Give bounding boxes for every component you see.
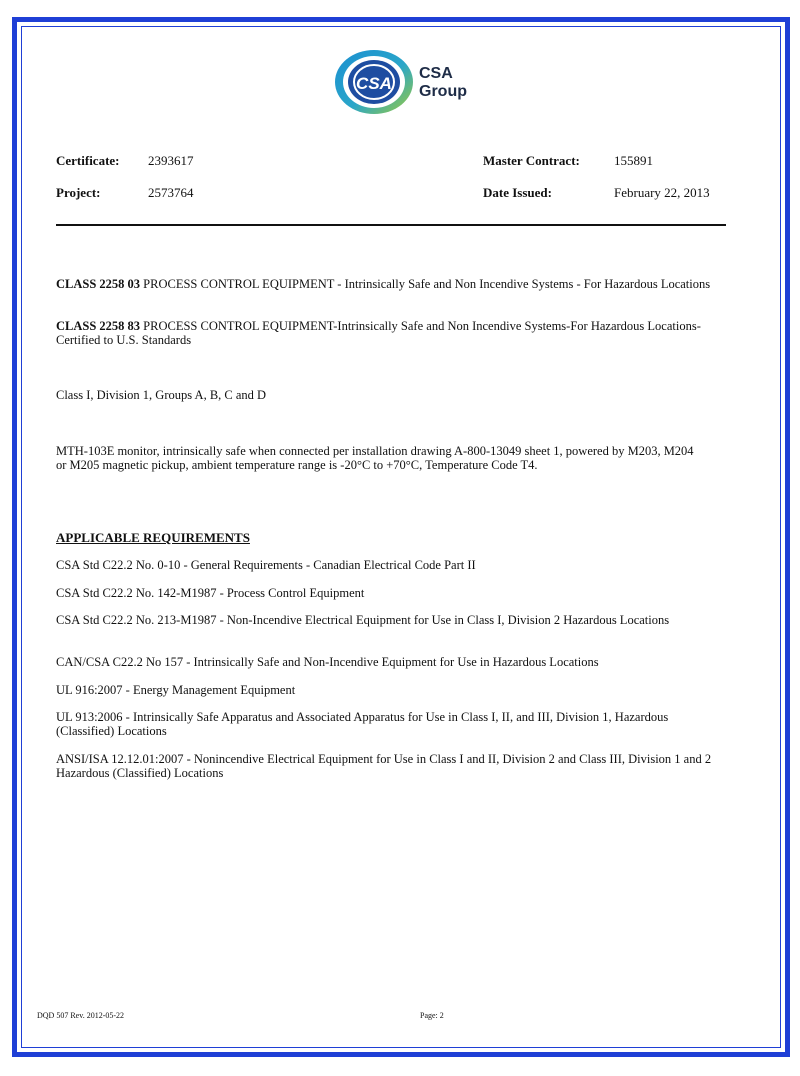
project-label: Project: <box>56 185 101 200</box>
logo-name-line1: CSA <box>419 65 453 82</box>
class-description: PROCESS CONTROL EQUIPMENT-Intrinsically Safe and Non Incendive Systems-For Hazardous Locations-Certified to U.S. Standards <box>56 319 701 347</box>
requirement-item: UL 913:2006 - Intrinsically Safe Apparatus and Associated Apparatus for Use in Class I, II, and III, Division 1, Hazardous (Classified) Locations <box>56 710 669 738</box>
date-issued-label: Date Issued: <box>483 185 552 200</box>
logo-emblem-letters: CSA <box>356 74 392 93</box>
requirements-title: APPLICABLE REQUIREMENTS <box>56 530 250 545</box>
hazard-class: Class I, Division 1, Groups A, B, C and D <box>56 388 267 402</box>
project-value: 2573764 <box>148 185 194 200</box>
class-entry <box>56 319 716 347</box>
class-code: CLASS 2258 03 <box>56 277 141 291</box>
certificate-value: 2393617 <box>148 153 194 168</box>
logo-name-line2: Group <box>419 83 467 100</box>
product-description: MTH-103E monitor, intrinsically safe when connected per installation drawing A-800-13049 sheet 1, powered by M203, M204 or M205 magnetic pickup, ambient temperature range is -20°C to +70°C, Temperature Code T4. <box>56 444 694 472</box>
requirement-item: CSA Std C22.2 No. 213-M1987 - Non-Incendive Electrical Equipment for Use in Class I, Division 2 Hazardous Locations <box>56 613 670 627</box>
requirement-item: UL 916:2007 - Energy Management Equipment <box>56 683 296 697</box>
header-divider <box>56 224 726 226</box>
form-id: DQD 507 Rev. 2012-05-22 <box>37 1011 125 1020</box>
requirement-item: ANSI/ISA 12.12.01:2007 - Nonincendive Electrical Equipment for Use in Class I and II, Division 2 and Class III, Division 1 and 2 Hazardous (Classified) Locations <box>56 752 712 780</box>
class-entry <box>56 277 716 291</box>
requirement-item: CSA Std C22.2 No. 142-M1987 - Process Control Equipment <box>56 586 365 600</box>
class-description: PROCESS CONTROL EQUIPMENT - Intrinsically Safe and Non Incendive Systems - For Hazardous Locations <box>140 277 711 291</box>
master-contract-value: 155891 <box>614 153 653 168</box>
requirement-item: CAN/CSA C22.2 No 157 - Intrinsically Safe and Non-Incendive Equipment for Use in Hazardous Locations <box>56 655 599 669</box>
csa-group-logo <box>333 46 473 116</box>
page-number: Page: 2 <box>420 1011 444 1020</box>
date-issued-value: February 22, 2013 <box>614 185 710 200</box>
requirement-item: CSA Std C22.2 No. 0-10 - General Requirements - Canadian Electrical Code Part II <box>56 558 476 572</box>
certificate-label: Certificate: <box>56 153 120 168</box>
class-code: CLASS 2258 83 <box>56 319 141 333</box>
master-contract-label: Master Contract: <box>483 153 580 168</box>
